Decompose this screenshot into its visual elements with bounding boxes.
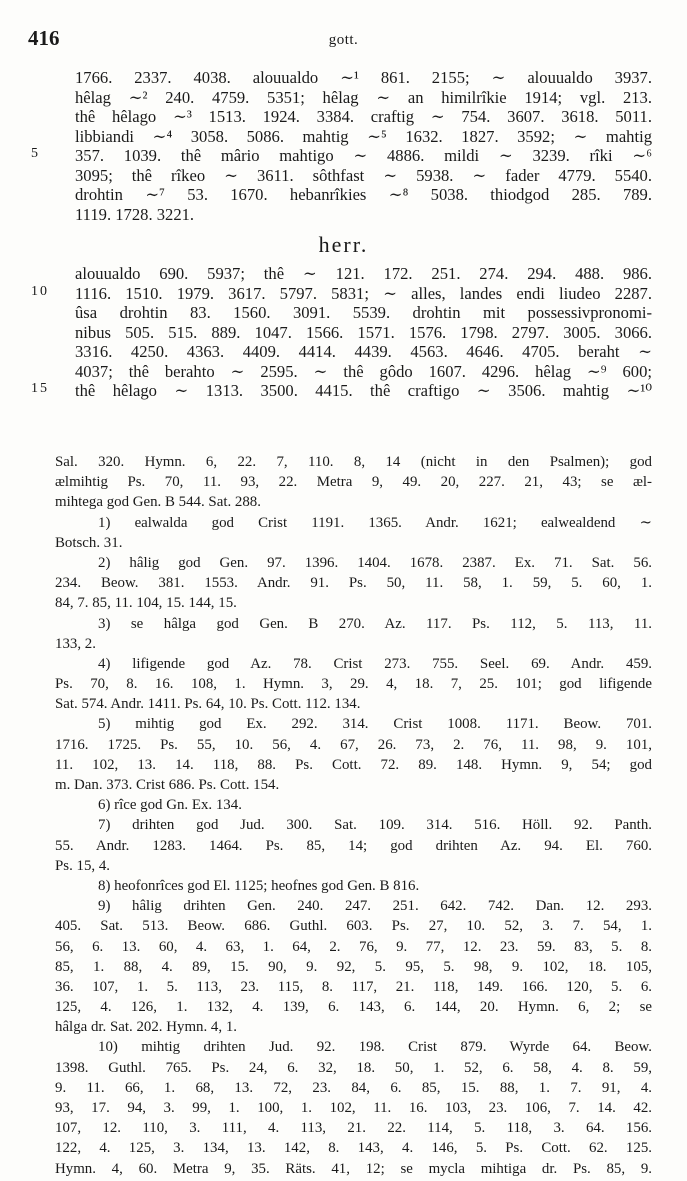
text-line: alouualdo 690. 5937; thê ∼ 121. 172. 251. 274. 294. 488. 986. (75, 264, 652, 283)
text-line: 357. 1039. thê mârio mahtigo ∼ 4886. mildi ∼ 3239. rîki ∼⁶ (75, 146, 652, 165)
footnote-line: 56, 6. 13. 60, 4. 63, 1. 64, 2. 76, 9. 77, 12. 23. 59. 83, 5. 8. (55, 938, 652, 955)
footnote-line: Botsch. 31. (55, 534, 123, 551)
footnote-line: Ps. 70, 8. 16. 108, 1. Hymn. 3, 29. 4, 18. 7, 25. 101; god lifigende (55, 676, 652, 693)
running-head: gott. (328, 32, 359, 48)
footnote-line: 11. 102, 13. 14. 118, 88. Ps. Cott. 72. 89. 148. Hymn. 9, 54; god (55, 756, 652, 773)
text-line: 1116. 1510. 1979. 3617. 5797. 5831; ∼ alles, landes endi liudeo 2287. (75, 283, 652, 303)
footnote-line: 133, 2. (55, 635, 96, 652)
footnote-1: 1) ealwalda god Crist 1191. 1365. Andr. 1621; ealwealdend ∼ (98, 514, 652, 531)
footnote-line: 107, 12. 110, 3. 111, 4. 113, 21. 22. 114, 5. 118, 3. 64. 156. (55, 1120, 652, 1137)
footnote-line: 9. 11. 66, 1. 68, 13. 72, 23. 84, 6. 85, 15. 88, 1. 7. 91, 4. (55, 1079, 652, 1096)
text-line: nibus 505. 515. 889. 1047. 1566. 1571. 1576. 1798. 2797. 3005. 3066. (75, 322, 652, 342)
footnote-3: 3) se hâlga god Gen. B 270. Az. 117. Ps. 112, 5. 113, 11. (98, 615, 652, 632)
footnote-line: 1716. 1725. Ps. 55, 10. 56, 4. 67, 26. 73, 2. 76, 11. 98, 9. 101, (55, 736, 652, 753)
footnote-line: 93, 17. 94, 3. 99, 1. 100, 1. 102, 11. 16. 103, 23. 106, 7. 14. 42. (55, 1100, 652, 1116)
line-number-15: 15 (31, 381, 49, 396)
footnote-line: 85, 1. 88, 4. 89, 15. 90, 9. 92, 5. 95, 5. 98, 9. 102, 18. 105, (55, 958, 652, 975)
text-line: 3316. 4250. 4363. 4409. 4414. 4439. 4563. 4646. 4705. beraht ∼ (75, 342, 652, 361)
footnote-line: 55. Andr. 1283. 1464. Ps. 85, 14; god drihten Az. 94. El. 760. (55, 837, 652, 854)
footnote-line: Sat. 574. Andr. 1411. Ps. 64, 10. Ps. Cott. 112. 134. (55, 696, 361, 713)
line-number-5: 5 (31, 146, 40, 161)
footnote-6: 6) rîce god Gn. Ex. 134. (98, 797, 242, 814)
footnote-line: Hymn. 4, 60. Metra 9, 35. Räts. 41, 12; se mycla mihtiga dr. Ps. 85, 9. (55, 1160, 652, 1177)
footnote-line: 234. Beow. 381. 1553. Andr. 91. Ps. 50, 11. 58, 1. 59, 5. 60, 1. (55, 575, 652, 592)
text-line: 4037; thê berahto ∼ 2595. ∼ thê gôdo 1607. 4296. hêlag ∼⁹ 600; (75, 361, 652, 381)
footnote-line: mihtega god Gen. B 544. Sat. 288. (55, 494, 261, 511)
line-number-10: 10 (31, 283, 49, 299)
text-line: 3095; thê rîkeo ∼ 3611. sôthfast ∼ 5938. ∼ fader 4779. 5540. (75, 165, 652, 185)
text-line: thê hêlago ∼³ 1513. 1924. 3384. craftig ∼ 754. 3607. 3618. 5011. (75, 107, 652, 126)
footnote-2: 2) hâlig god Gen. 97. 1396. 1404. 1678. 2387. Ex. 71. Sat. 56. (98, 554, 652, 571)
footnote-line: m. Dan. 373. Crist 686. Ps. Cott. 154. (55, 777, 280, 793)
page-number: 416 (28, 26, 60, 50)
footnote-line: Sal. 320. Hymn. 6, 22. 7, 110. 8, 14 (nicht in den Psalmen); god (55, 454, 652, 470)
footnote-7: 7) drihten god Jud. 300. Sat. 109. 314. 516. Höll. 92. Panth. (98, 817, 652, 834)
footnotes (55, 452, 652, 1179)
text-line: 1766. 2337. 4038. alouualdo ∼¹ 861. 2155; ∼ alouualdo 3937. (75, 68, 652, 87)
text-line: libbiandi ∼⁴ 3058. 5086. mahtig ∼⁵ 1632. 1827. 3592; ∼ mahtig (75, 126, 652, 146)
footnote-4: 4) lifigende god Az. 78. Crist 273. 755. Seel. 69. Andr. 459. (98, 655, 652, 672)
footnote-8: 8) heofonrîces god El. 1125; heofnes god Gen. B 816. (98, 877, 420, 894)
footnote-10: 10) mihtig drihten Jud. 92. 198. Crist 879. Wyrde 64. Beow. (98, 1039, 652, 1056)
footnote-line: 1398. Guthl. 765. Ps. 24, 6. 32, 18. 50, 1. 52, 6. 58, 4. 8. 59, (55, 1059, 652, 1076)
page-header (0, 26, 687, 52)
text-line: ûsa drohtin 83. 1560. 3091. 5539. drohtin mit possessivpronomi- (75, 303, 652, 322)
footnote-line: hâlga dr. Sat. 202. Hymn. 4, 1. (55, 1019, 237, 1036)
footnote-line: 122, 4. 125, 3. 134, 13. 142, 8. 143, 4. 146, 5. Ps. Cott. 62. 125. (55, 1140, 652, 1157)
footnote-line: 36. 107, 1. 5. 113, 23. 115, 8. 117, 21. 118, 149. 166. 120, 5. 6. (55, 978, 652, 995)
footnote-5: 5) mihtig god Ex. 292. 314. Crist 1008. 1171. Beow. 701. (98, 716, 652, 733)
herr-entry (31, 264, 652, 401)
section-heading-herr: herr. (318, 232, 369, 257)
text-line: hêlag ∼² 240. 4759. 5351; hêlag ∼ an himilrîkie 1914; vgl. 213. (75, 87, 652, 107)
gott-entry-continuation (31, 68, 652, 224)
text-line: 1119. 1728. 3221. (75, 204, 195, 224)
footnote-line: 125, 4. 126, 1. 132, 4. 139, 6. 143, 6. 144, 20. Hymn. 6, 2; se (55, 999, 652, 1016)
text-line: drohtin ∼⁷ 53. 1670. hebanrîkies ∼⁸ 5038. thiodgod 285. 789. (75, 185, 652, 204)
footnote-line: Ps. 15, 4. (55, 857, 111, 874)
footnote-line: 405. Sat. 513. Beow. 686. Guthl. 603. Ps. 27, 10. 52, 3. 7. 54, 1. (55, 918, 652, 935)
footnote-line: 84, 7. 85, 11. 104, 15. 144, 15. (55, 595, 237, 612)
footnote-line: ælmihtig Ps. 70, 11. 93, 22. Metra 9, 49. 20, 227. 21, 43; se æl- (55, 474, 652, 491)
footnote-9: 9) hâlig drihten Gen. 240. 247. 251. 642. 742. Dan. 12. 293. (98, 898, 652, 915)
text-line: thê hêlago ∼ 1313. 3500. 4415. thê craftigo ∼ 3506. mahtig ∼¹⁰ (75, 381, 652, 400)
